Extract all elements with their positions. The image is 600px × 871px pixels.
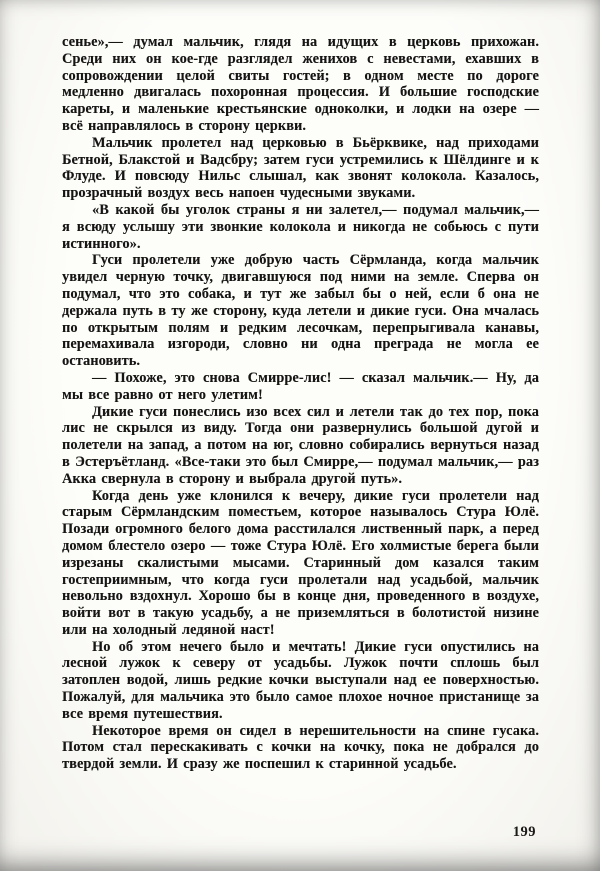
paragraph-9: Некоторое время он сидел в нерешительности на спине гусака. Потом стал перескакивать с кочки на кочку, пока не добрался до твердой земли. И сразу же поспешил к старинной усадьбе. <box>62 722 539 773</box>
paragraph-2: Мальчик пролетел над церковью в Бьёрквике, над приходами Бетной, Блакстой и Вадсбру; затем гуси устремились к Шёлдинге и к Флуде. И повсюду Нильс слышал, как звонят колокола. Казалось, прозрачный воздух весь напоен чудесными звуками. <box>62 134 539 202</box>
page-number: 199 <box>512 824 536 840</box>
paragraph-1: сенье»,— думал мальчик, глядя на идущих в церковь прихожан. Среди них он кое-где разглядел женихов с невестами, ехавших в сопровождении целой свиты гостей; в одном месте по дороге медленно двигалась похоронная процессия. И большие господские кареты, и маленькие крестьянские одноколки, и лодки на озере — всё направлялось в сторону церкви. <box>62 34 539 134</box>
paragraph-8: Но об этом нечего было и мечтать! Дикие гуси опустились на лесной лужок к северу от усадьбы. Лужок почти сплошь был затоплен водой, лишь редкие кочки выступали над ее поверхностью. Пожалуй, для мальчика это было самое плохое ночное пристанище за все время путешествия. <box>62 638 539 722</box>
text-block <box>62 34 539 773</box>
paragraph-6: Дикие гуси понеслись изо всех сил и летели так до тех пор, пока лис не скрылся из виду. Тогда они развернулись большой дугой и полетели на запад, а потом на юг, словно собирались вернуться назад в Эстеръётланд. «Все-таки это был Смирре,— подумал мальчик,— раз Акка свернула в сторону и выбрала другой путь». <box>62 403 539 487</box>
paragraph-4: Гуси пролетели уже добрую часть Сёрмланда, когда мальчик увидел черную точку, двигавшуюся под ними на земле. Сперва он подумал, что это собака, и тут же забыл бы о ней, если б она не держала путь в ту же сторону, куда летели и дикие гуси. Она мчалась по открытым полям и редким лесочкам, перепрыгивала канавы, перемахивала изгороди, словно ни одна преграда не могла ее остановить. <box>62 252 539 370</box>
paragraph-3: «В какой бы уголок страны я ни залетел,— подумал мальчик,— я всюду услышу эти звонкие колокола и никогда не собьюсь с пути истинного». <box>62 201 539 252</box>
paragraph-7: Когда день уже клонился к вечеру, дикие гуси пролетели над старым Сёрмландским поместьем, которое называлось Стура Юлё. Позади огромного белого дома расстилался лиственный парк, а перед домом блестело озеро — тоже Стура Юлё. Его холмистые берега были изрезаны скалистыми мысами. Старинный дом казался таким гостеприимным, что когда гуси пролетали над усадьбой, мальчик невольно вздохнул. Хорошо бы в конце дня, проведенного в воздухе, войти вот в такую усадьбу, а не приземляться в болотистой низине или на холодный ледяной наст! <box>62 487 539 638</box>
paragraph-5: — Похоже, это снова Смирре-лис! — сказал мальчик.— Ну, да мы все равно от него улетим! <box>62 369 539 403</box>
